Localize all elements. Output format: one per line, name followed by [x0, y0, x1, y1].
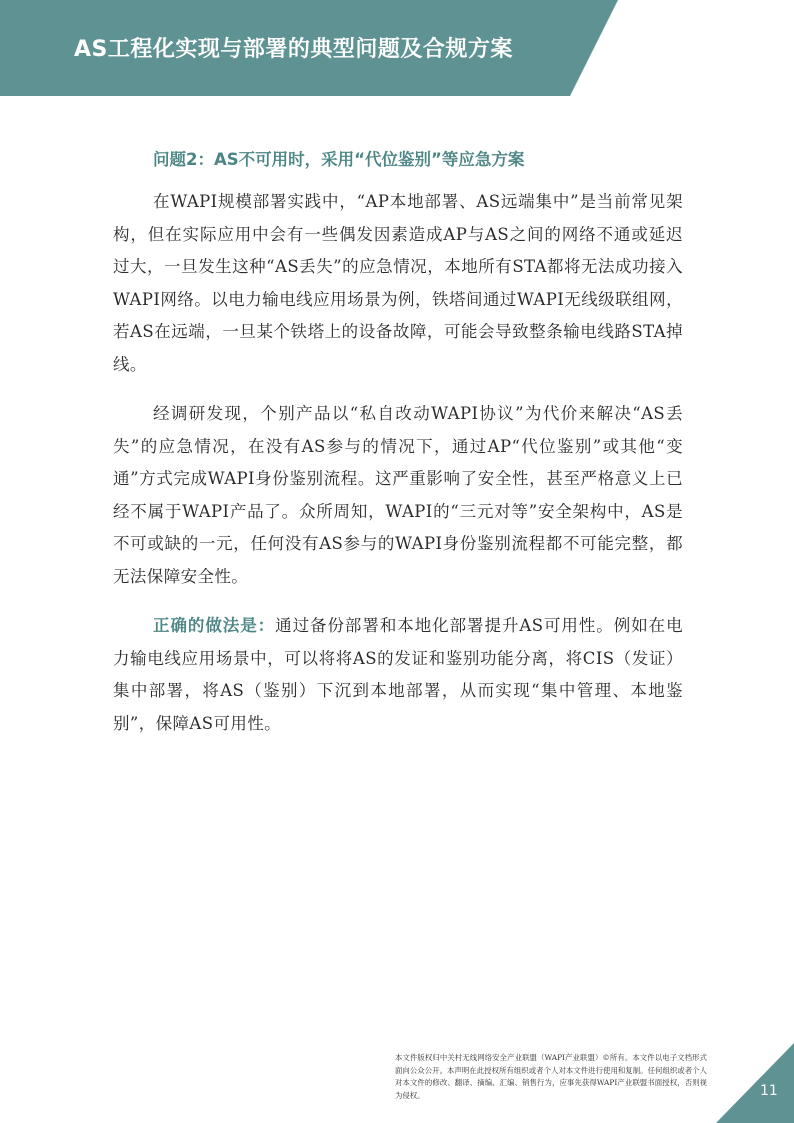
- solution-paragraph: [113, 610, 683, 740]
- page-number: 11: [760, 1083, 778, 1099]
- corner-triangle-shape: [716, 1043, 794, 1123]
- paragraph-1: 在WAPI规模部署实践中，“AP本地部署、AS远端集中”是当前常见架构，但在实际应用中会有一些偶发因素造成AP与AS之间的网络不通或延迟过大，一旦发生这种“AS丢失”的应急情况，本地所有STA都将无法成功接入WAPI网络。以电力输电线应用场景为例，铁塔间通过WAPI无线级联组网，若AS在远端，一旦某个铁塔上的设备故障，可能会导致整条输电线路STA掉线。: [113, 192, 683, 374]
- copyright-note: 本文件版权归中关村无线网络安全产业联盟（WAPI产业联盟）©所有。本文件以电子文档形式面向公众公开。本声明在此授权所有组织或者个人对本文件进行使用和复制。任何组织或者个人对本文件的修改、翻译、摘编、汇编、销售行为，应事先获得WAPI产业联盟书面授权，否则视为侵权。: [395, 1053, 707, 1100]
- paragraph-2: 经调研发现，个别产品以“私自改动WAPI协议”为代价来解决“AS丢失”的应急情况，在没有AS参与的情况下，通过AP“代位鉴别”或其他“变通”方式完成WAPI身份鉴别流程。这严重影响了安全性，甚至严格意义上已经不属于WAPI产品了。众所周知，WAPI的“三元对等”安全架构中，AS是不可或缺的一元，任何没有AS参与的WAPI身份鉴别流程都不可能完整，都无法保障安全性。: [113, 404, 683, 586]
- solution-text: 通过备份部署和本地化部署提升AS可用性。例如在电力输电线应用场景中，可以将将AS的发证和鉴别功能分离，将CIS（发证）集中部署，将AS（鉴别）下沉到本地部署，从而实现“集中管理、本地鉴别”，保障AS可用性。: [113, 616, 683, 733]
- solution-lead: 正确的做法是：: [153, 616, 276, 635]
- section-heading: 问题2：AS不可用时，采用“代位鉴别”等应急方案: [153, 150, 525, 169]
- header-title: AS工程化实现与部署的典型问题及合规方案: [74, 37, 513, 62]
- corner-triangle: [694, 1043, 794, 1123]
- header-band: [0, 0, 794, 96]
- main-content: [113, 142, 683, 757]
